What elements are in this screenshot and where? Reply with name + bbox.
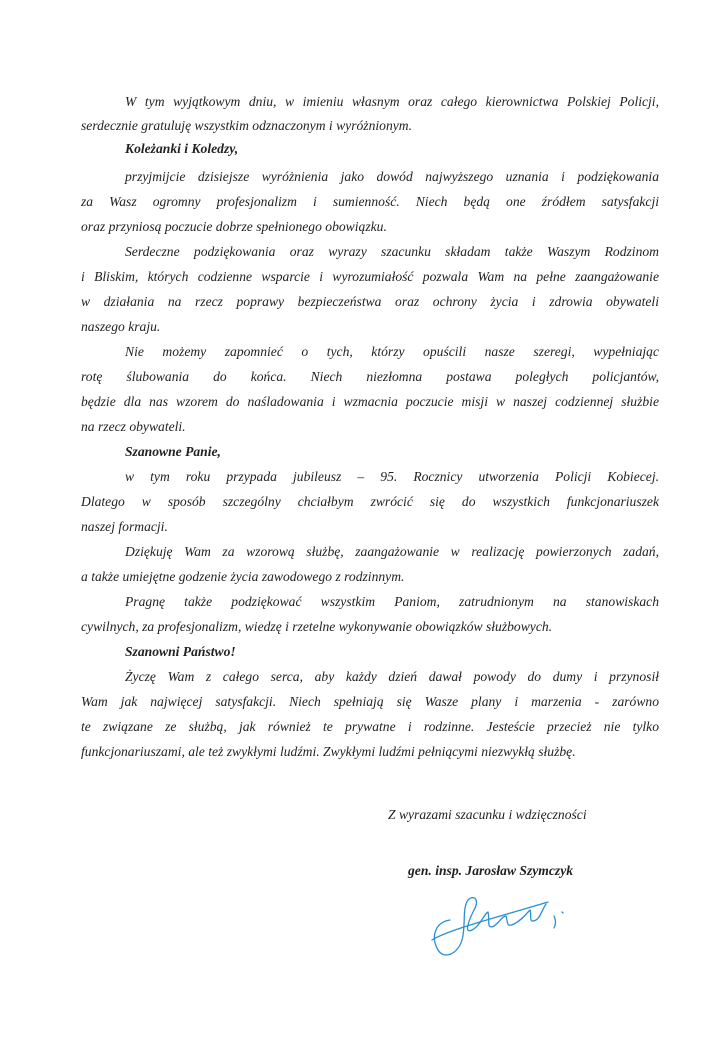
paragraph-3-line-1: Serdeczne podziękowania oraz wyrazy szacunku składam także Waszym Rodzinom: [125, 244, 659, 259]
paragraph-5-line-1: w tym roku przypada jubileusz – 95. Rocznicy utworzenia Policji Kobiecej.: [125, 469, 659, 484]
greeting-colleagues: Koleżanki i Koledzy,: [125, 141, 239, 156]
paragraph-5-line-3: naszej formacji.: [81, 519, 168, 534]
greeting-ladies: Szanowne Panie,: [125, 444, 221, 459]
paragraph-1-line-1: W tym wyjątkowym dniu, w imieniu własnym oraz całego kierownictwa Polskiej Policji,: [125, 94, 659, 109]
paragraph-6-line-2: a także umiejętne godzenie życia zawodowego z rodzinnym.: [81, 569, 405, 584]
paragraph-1-line-2: serdecznie gratuluję wszystkim odznaczonym i wyróżnionym.: [81, 118, 412, 133]
paragraph-4-line-4: na rzecz obywateli.: [81, 419, 186, 434]
paragraph-4-line-3: będzie dla nas wzorem do naśladowania i wzmacnia poczucie misji w naszej codziennej służbie: [81, 394, 659, 409]
paragraph-5-line-2: Dlatego w sposób szczególny chciałbym zwrócić się do wszystkich funkcjonariuszek: [81, 494, 659, 509]
paragraph-2-line-1: przyjmijcie dzisiejsze wyróżnienia jako dowód najwyższego uznania i podziękowania: [125, 169, 659, 184]
paragraph-8-line-3: te związane ze służbą, jak również te prywatne i rodzinne. Jesteście przecież nie tylko: [81, 719, 659, 734]
paragraph-4-line-2: rotę ślubowania do końca. Niech niezłomna postawa poległych policjantów,: [81, 369, 659, 384]
paragraph-2-line-2: za Wasz ogromny profesjonalizm i sumienność. Niech będą one źródłem satysfakcji: [81, 194, 659, 209]
paragraph-3-line-4: naszego kraju.: [81, 319, 161, 334]
paragraph-2-line-3: oraz przyniosą poczucie dobrze spełnionego obowiązku.: [81, 219, 387, 234]
paragraph-8-line-4: funkcjonariuszami, ale też zwykłymi ludźmi. Zwykłymi ludźmi pełniącymi niezwykłą służbę.: [81, 744, 576, 759]
paragraph-4-line-1: Nie możemy zapomnieć o tych, którzy opuścili nasze szeregi, wypełniając: [125, 344, 659, 359]
paragraph-3-line-3: w działania na rzecz poprawy bezpieczeństwa oraz ochrony życia i zdrowia obywateli: [81, 294, 659, 309]
paragraph-6-line-1: Dziękuję Wam za wzorową służbę, zaangażowanie w realizację powierzonych zadań,: [125, 544, 659, 559]
paragraph-7-line-2: cywilnych, za profesjonalizm, wiedzę i rzetelne wykonywanie obowiązków służbowych.: [81, 619, 553, 634]
handwritten-signature: [428, 890, 578, 962]
paragraph-8-line-2: Wam jak najwięcej satysfakcji. Niech spełniają się Wasze plany i marzenia - zarówno: [81, 694, 659, 709]
paragraph-7-line-1: Pragnę także podziękować wszystkim Paniom, zatrudnionym na stanowiskach: [125, 594, 659, 609]
paragraph-3-line-2: i Bliskim, których codzienne wsparcie i wyrozumiałość pozwala Wam na pełne zaangażowanie: [81, 269, 659, 284]
closing-phrase: Z wyrazami szacunku i wdzięczności: [388, 807, 587, 822]
paragraph-8-line-1: Życzę Wam z całego serca, aby każdy dzień dawał powody do dumy i przynosił: [125, 669, 659, 684]
greeting-everyone: Szanowni Państwo!: [125, 644, 236, 659]
signatory-name: gen. insp. Jarosław Szymczyk: [408, 863, 574, 878]
